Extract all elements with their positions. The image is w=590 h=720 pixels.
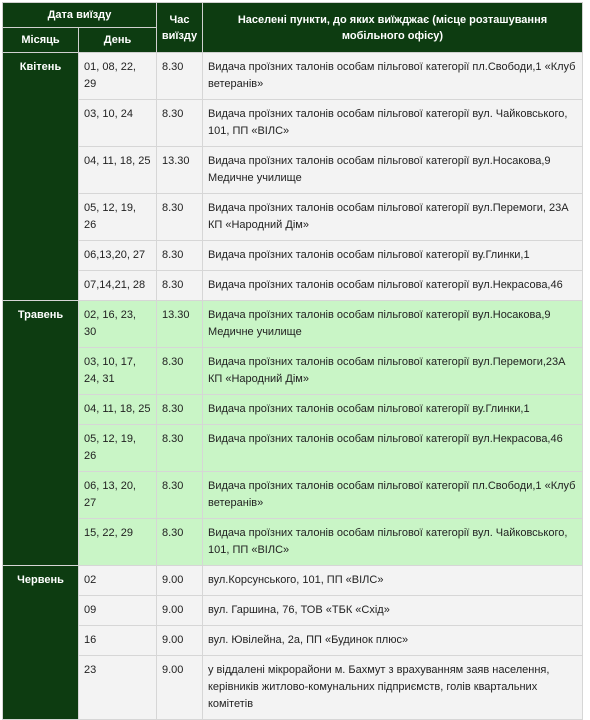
table-row — [3, 472, 583, 519]
days-cell: 15, 22, 29 — [79, 519, 157, 566]
time-cell: 8.30 — [157, 271, 203, 301]
place-cell: Видача проїзних талонів особам пільгової категорії ву.Глинки,1 — [203, 395, 583, 425]
dates-header: Дата виїзду — [3, 3, 157, 28]
time-cell: 9.00 — [157, 566, 203, 596]
day-header: День — [79, 28, 157, 53]
place-cell: вул.Корсунського, 101, ПП «ВІЛС» — [203, 566, 583, 596]
time-cell: 9.00 — [157, 626, 203, 656]
time-cell: 8.30 — [157, 194, 203, 241]
time-cell: 9.00 — [157, 596, 203, 626]
place-cell: вул. Гаршина, 76, ТОВ «ТБК «Схід» — [203, 596, 583, 626]
time-cell: 8.30 — [157, 53, 203, 100]
table-row — [3, 425, 583, 472]
time-header: Час виїзду — [157, 3, 203, 53]
table-row — [3, 241, 583, 271]
days-cell: 23 — [79, 656, 157, 720]
place-cell: Видача проїзних талонів особам пільгової категорії вул.Перемоги, 23А КП «Народний Дім» — [203, 194, 583, 241]
time-cell: 8.30 — [157, 425, 203, 472]
days-cell: 05, 12, 19, 26 — [79, 425, 157, 472]
place-cell: Видача проїзних талонів особам пільгової категорії пл.Свободи,1 «Клуб ветеранів» — [203, 53, 583, 100]
place-cell: Видача проїзних талонів особам пільгової категорії ву.Глинки,1 — [203, 241, 583, 271]
time-cell: 8.30 — [157, 100, 203, 147]
days-cell: 02 — [79, 566, 157, 596]
time-cell: 8.30 — [157, 348, 203, 395]
days-cell: 04, 11, 18, 25 — [79, 147, 157, 194]
days-cell: 02, 16, 23, 30 — [79, 301, 157, 348]
place-cell: Видача проїзних талонів особам пільгової категорії вул. Чайковського, 101, ПП «ВІЛС» — [203, 100, 583, 147]
table-row — [3, 348, 583, 395]
place-cell: Видача проїзних талонів особам пільгової категорії пл.Свободи,1 «Клуб ветеранів» — [203, 472, 583, 519]
days-cell: 03, 10, 24 — [79, 100, 157, 147]
time-cell: 8.30 — [157, 241, 203, 271]
table-row — [3, 519, 583, 566]
time-cell: 8.30 — [157, 395, 203, 425]
table-row — [3, 301, 583, 348]
table-row — [3, 626, 583, 656]
table-header — [3, 3, 583, 53]
time-cell: 8.30 — [157, 519, 203, 566]
place-cell: Видача проїзних талонів особам пільгової категорії вул.Носакова,9 Медичне училище — [203, 147, 583, 194]
time-cell: 13.30 — [157, 147, 203, 194]
place-cell: Видача проїзних талонів особам пільгової категорії вул.Перемоги,23А КП «Народний Дім» — [203, 348, 583, 395]
month-cell: Травень — [3, 301, 79, 566]
days-cell: 04, 11, 18, 25 — [79, 395, 157, 425]
days-cell: 16 — [79, 626, 157, 656]
month-cell: Квітень — [3, 53, 79, 301]
places-header: Населені пункти, до яких виїжджає (місце розташування мобільного офісу) — [203, 3, 583, 53]
table-row — [3, 596, 583, 626]
table-row — [3, 53, 583, 100]
days-cell: 01, 08, 22, 29 — [79, 53, 157, 100]
month-cell: Червень — [3, 566, 79, 720]
days-cell: 03, 10, 17, 24, 31 — [79, 348, 157, 395]
table-row — [3, 566, 583, 596]
time-cell: 13.30 — [157, 301, 203, 348]
place-cell: Видача проїзних талонів особам пільгової категорії вул.Некрасова,46 — [203, 271, 583, 301]
place-cell: вул. Ювілейна, 2а, ПП «Будинок плюс» — [203, 626, 583, 656]
place-cell: Видача проїзних талонів особам пільгової категорії вул. Чайковського, 101, ПП «ВІЛС» — [203, 519, 583, 566]
time-cell: 9.00 — [157, 656, 203, 720]
table-row — [3, 395, 583, 425]
month-header: Місяць — [3, 28, 79, 53]
days-cell: 05, 12, 19, 26 — [79, 194, 157, 241]
place-cell: у віддалені мікрорайони м. Бахмут з врахуванням заяв населення, керівників житлово-комунальних підприємств, голів квартальних комітетів — [203, 656, 583, 720]
table-row — [3, 194, 583, 241]
table-row — [3, 656, 583, 720]
place-cell: Видача проїзних талонів особам пільгової категорії вул.Некрасова,46 — [203, 425, 583, 472]
time-cell: 8.30 — [157, 472, 203, 519]
table-row — [3, 100, 583, 147]
days-cell: 07,14,21, 28 — [79, 271, 157, 301]
table-body — [3, 53, 583, 720]
days-cell: 06, 13, 20, 27 — [79, 472, 157, 519]
schedule-table — [2, 2, 583, 720]
table-row — [3, 147, 583, 194]
days-cell: 09 — [79, 596, 157, 626]
days-cell: 06,13,20, 27 — [79, 241, 157, 271]
table-row — [3, 271, 583, 301]
place-cell: Видача проїзних талонів особам пільгової категорії вул.Носакова,9 Медичне училище — [203, 301, 583, 348]
